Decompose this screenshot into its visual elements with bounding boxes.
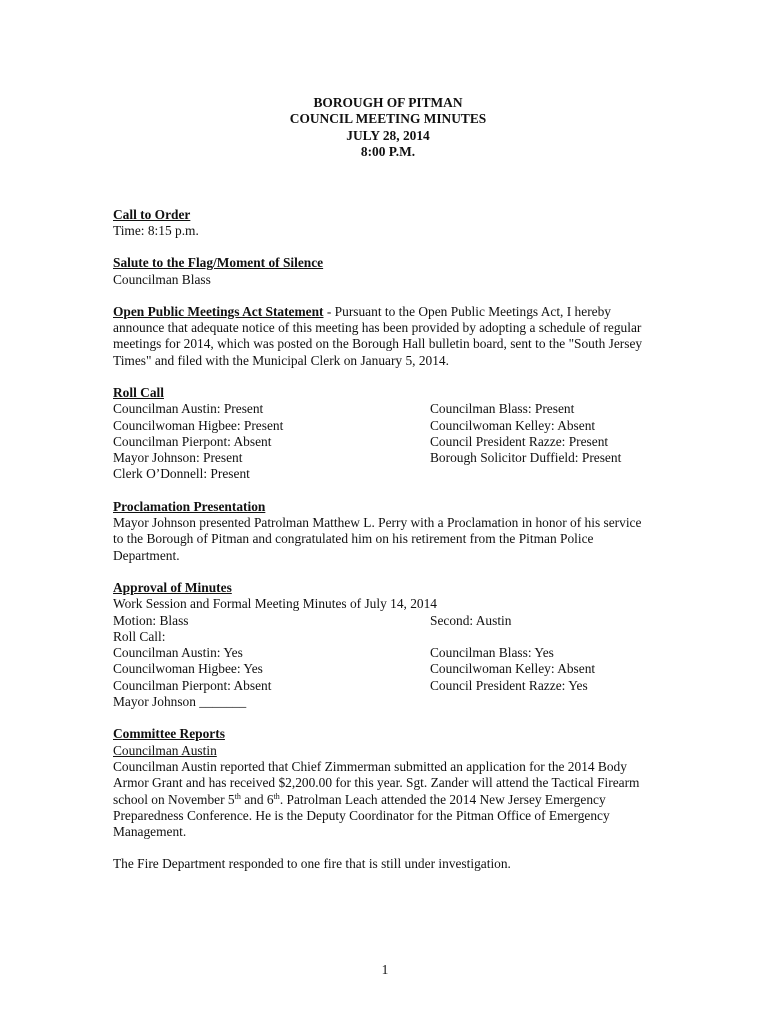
proclamation-heading: Proclamation Presentation (113, 498, 266, 514)
committee-heading: Committee Reports (113, 726, 225, 742)
report-text: and 6 (240, 791, 274, 807)
roll-call-entry (430, 466, 653, 482)
roll-call-entry: Councilwoman Higbee: Present (113, 417, 284, 433)
vote-entry: Councilman Pierpont: Absent (113, 677, 272, 693)
vote-entry: Councilwoman Higbee: Yes (113, 661, 263, 677)
roll-call-entry: Council President Razze: Present (430, 433, 609, 449)
approval-heading: Approval of Minutes (113, 579, 232, 595)
opma-text: - Pursuant to the Open Public Meetings Act, I hereby announce that adequate notice of this meeting has been provided by adopting a schedule of regular meetings for 2014, which was posted on the Borough Hall bulletin board, sent to the "South Jersey Times" and filed with the Municipal Clerk on January 5, 2014. (113, 303, 643, 368)
salute-text: Councilman Blass (113, 271, 211, 287)
opma-paragraph (113, 304, 653, 369)
vote-entry: Councilman Blass: Yes (430, 645, 554, 661)
approval-vote-list (113, 645, 653, 710)
roll-call-entry: Councilwoman Kelley: Absent (430, 417, 596, 433)
proclamation-section (113, 499, 653, 564)
approval-motion-row (113, 613, 653, 629)
opma-section (113, 304, 653, 369)
header-line-1: BOROUGH OF PITMAN (313, 95, 463, 110)
approval-roll-call-label: Roll Call: (113, 628, 166, 644)
header-line-4: 8:00 P.M. (360, 144, 416, 160)
approval-line: Work Session and Formal Meeting Minutes of July 14, 2014 (113, 596, 437, 612)
roll-call-entry: Mayor Johnson: Present (113, 450, 243, 466)
roll-call-entry: Councilman Pierpont: Absent (113, 433, 272, 449)
ordinal-suffix: th (273, 791, 280, 801)
roll-call-entry: Councilman Austin: Present (113, 401, 264, 417)
roll-call-entry: Clerk O’Donnell: Present (113, 466, 250, 482)
fire-department-paragraph: The Fire Department responded to one fire that is still under investigation. (113, 856, 511, 872)
proclamation-text: Mayor Johnson presented Patrolman Matthew L. Perry with a Proclamation in honor of his service to the Borough of Pitman and congratulated him on his retirement from the Pitman Police Department. (113, 515, 642, 563)
approval-motion: Motion: Blass (113, 612, 189, 628)
approval-section (113, 580, 653, 710)
document-header (158, 95, 618, 161)
roll-call-heading: Roll Call (113, 385, 164, 400)
roll-call-row (113, 450, 653, 466)
opma-heading: Open Public Meetings Act Statement (113, 303, 324, 319)
call-to-order-heading: Call to Order (113, 206, 191, 222)
roll-call-row (113, 466, 653, 482)
vote-row (113, 694, 653, 710)
committee-section (113, 726, 653, 872)
roll-call-section (113, 385, 653, 483)
vote-entry: Councilwoman Kelley: Absent (430, 661, 596, 677)
roll-call-list (113, 401, 653, 482)
vote-entry: Council President Razze: Yes (430, 677, 588, 693)
call-to-order-time: Time: 8:15 p.m. (113, 222, 199, 238)
call-to-order-section (113, 207, 653, 240)
vote-entry: Mayor Johnson _______ (113, 694, 247, 710)
roll-call-entry: Councilman Blass: Present (430, 401, 575, 417)
committee-subheading: Councilman Austin (113, 742, 217, 758)
page-number: 1 (381, 962, 389, 977)
salute-heading: Salute to the Flag/Moment of Silence (113, 255, 324, 271)
report-text: Councilman Austin reported that Chief Zimmerman submitted an application for the 2014 Body Armor Grant and has received $2,200.00 for this year. Sgt. Zander will attend the Tactical Firearm school on November 5 (113, 758, 640, 807)
vote-entry: Councilman Austin: Yes (113, 645, 243, 661)
header-line-2: COUNCIL MEETING MINUTES (289, 111, 487, 127)
committee-report-paragraph (113, 759, 653, 840)
salute-section (113, 255, 653, 288)
vote-row (113, 678, 653, 694)
vote-entry (430, 694, 653, 710)
report-text: . Patrolman Leach attended the 2014 New Jersey Emergency Preparedness Conference. He is the Deputy Coordinator for the Pitman Office of Emergency Management. (113, 791, 610, 840)
header-line-3: JULY 28, 2014 (346, 127, 430, 143)
approval-second: Second: Austin (430, 612, 512, 628)
roll-call-row (113, 418, 653, 434)
vote-row (113, 661, 653, 677)
vote-row (113, 645, 653, 661)
roll-call-row (113, 401, 653, 417)
ordinal-suffix: th (234, 791, 241, 801)
roll-call-row (113, 434, 653, 450)
document-page (113, 95, 653, 873)
roll-call-entry: Borough Solicitor Duffield: Present (430, 450, 622, 466)
